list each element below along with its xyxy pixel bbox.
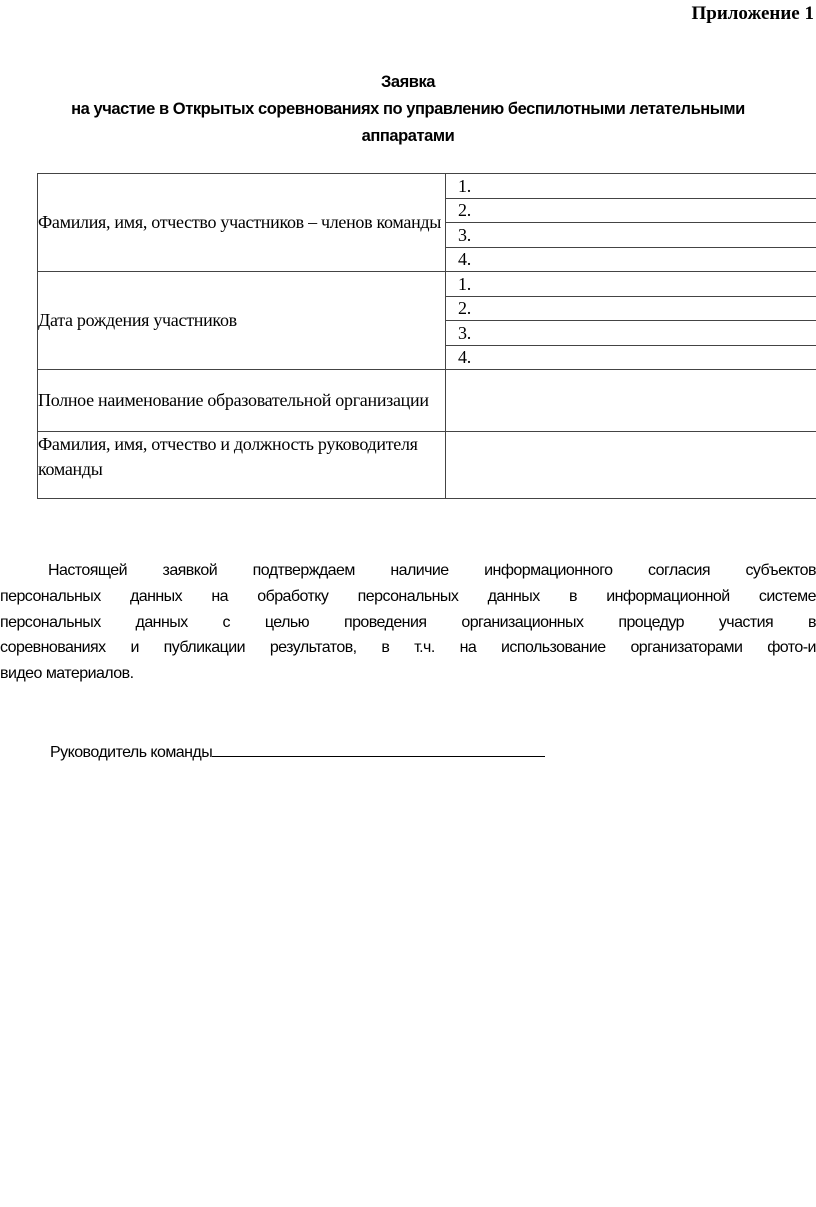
birth-date-3[interactable]: 3. bbox=[446, 321, 816, 346]
application-table bbox=[37, 173, 816, 499]
appendix-label: Приложение 1 bbox=[691, 3, 814, 24]
participant-name-3[interactable]: 3. bbox=[446, 223, 816, 248]
team-leader-field[interactable] bbox=[446, 432, 816, 499]
title-line-2: на участие в Открытых соревнованиях по управлению беспилотными летательными bbox=[71, 100, 745, 118]
birth-date-4[interactable]: 4. bbox=[446, 345, 816, 370]
paragraph-line: персональных данных на обработку персональных данных в информационной системе bbox=[0, 587, 816, 605]
participant-name-1[interactable]: 1. bbox=[446, 174, 816, 199]
birth-date-1[interactable]: 1. bbox=[446, 272, 816, 297]
participants-names-label: Фамилия, имя, отчество участников – членов команды bbox=[38, 174, 446, 272]
organization-field[interactable] bbox=[446, 370, 816, 432]
participant-name-2[interactable]: 2. bbox=[446, 198, 816, 223]
team-leader-label: Фамилия, имя, отчество и должность руководителя команды bbox=[38, 432, 446, 499]
paragraph-line: соревнованиях и публикации результатов, в т.ч. на использование организаторами фото-и bbox=[0, 639, 816, 657]
birth-dates-label: Дата рождения участников bbox=[38, 272, 446, 370]
title-line-3: аппаратами bbox=[361, 127, 455, 145]
paragraph-line: Настоящей заявкой подтверждаем наличие информационного согласия субъектов bbox=[48, 562, 816, 579]
paragraph-line: видео материалов. bbox=[0, 665, 134, 683]
signature-label: Руководитель команды bbox=[50, 744, 213, 761]
signature-row bbox=[50, 740, 545, 762]
birth-date-2[interactable]: 2. bbox=[446, 296, 816, 321]
signature-line[interactable] bbox=[212, 740, 545, 757]
consent-paragraph bbox=[0, 558, 816, 687]
paragraph-line: персональных данных с целью проведения организационных процедур участия в bbox=[0, 613, 816, 631]
participant-name-4[interactable]: 4. bbox=[446, 247, 816, 272]
title-line-1: Заявка bbox=[380, 73, 436, 91]
organization-label: Полное наименование образовательной организации bbox=[38, 370, 446, 432]
